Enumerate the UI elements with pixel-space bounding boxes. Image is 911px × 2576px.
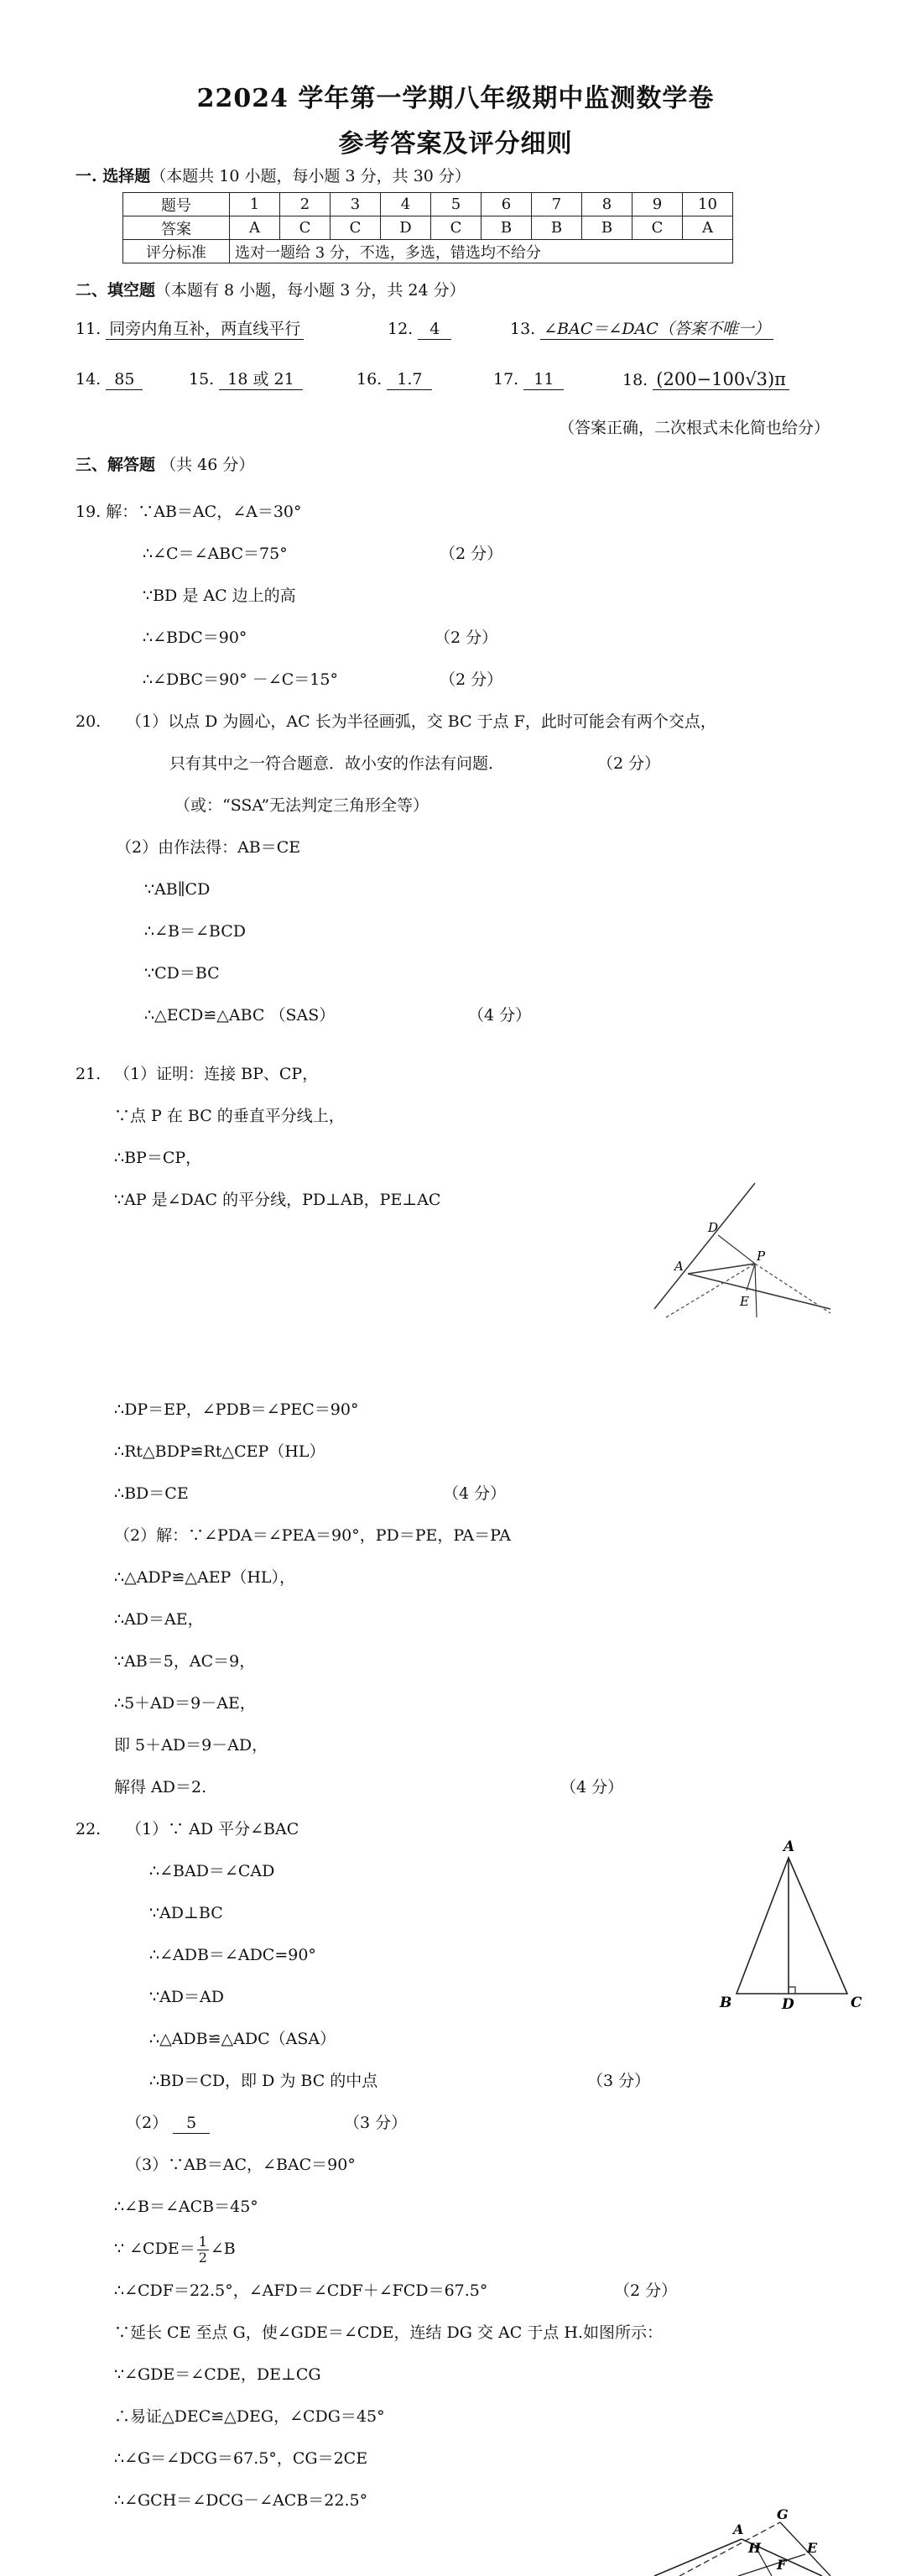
q22-line: ∴BD＝CD，即 D 为 BC 的中点 [149,2072,378,2090]
answer-cell: A [683,216,733,240]
section2-heading: 二、填空题 [75,281,156,300]
q22-line: ∵AD＝AD [149,1988,224,2006]
answer-cell: A [230,216,280,240]
score-mark: （4 分） [468,1006,532,1025]
fill-item-11: 11. 同旁内角互补，两直线平行 [75,319,304,340]
row-label: 评分标准 [123,240,230,263]
q22-line: ∴∠ADB＝∠ADC=90° [149,1946,316,1964]
q22-line: ∴△ADB≌△ADC（ASA） [149,2030,336,2048]
q21-line: ∴AD＝AE， [114,1610,204,1629]
q22-line: （3）∵AB＝AC，∠BAC＝90° [126,2156,356,2174]
fill-answer: 4 [418,319,451,340]
line-ab [654,1183,755,1309]
fill-item-16: 16. 1.7 [357,369,432,390]
q19-line: ∴∠BDC＝90° [143,628,247,647]
fill-item-15: 15. 18 或 21 [189,369,303,390]
score-mark: （2 分） [440,670,503,689]
q22-line: ∴∠GCH＝∠DCG－∠ACB＝22.5° [114,2491,368,2510]
q21-line: （2）解：∵∠PDA＝∠PEA＝90°，PD＝PE，PA＝PA [114,1526,511,1545]
q22-line: ∴∠CDF＝22.5°，∠AFD＝∠CDF＋∠FCD＝67.5° [114,2281,488,2300]
label-d: D [782,1996,794,2013]
fill-answer: 1.7 [387,369,432,390]
line-de [738,2554,805,2576]
q19-line: ∴∠DBC＝90° －∠C＝15° [143,670,338,689]
fill-answer: 5 [173,2113,210,2134]
label-e: E [807,2540,818,2556]
label-f: F [777,2557,787,2573]
q22-line: （1）∵ AD 平分∠BAC [126,1820,299,1838]
fill-answer: ∠BAC＝∠DAC（答案不唯一） [540,319,773,340]
q20-line: ∴∠B＝∠BCD [144,922,246,941]
q21-line: ∵AB＝5，AC＝9， [114,1652,256,1671]
q22-part2-line: （2） 5 [126,2113,210,2134]
triangle-abc [737,1858,847,1994]
fill-answer: 85 [106,369,143,390]
q22-figure-1 [711,1836,871,2013]
q22-line: ∴∠BAD＝∠CAD [149,1862,275,1880]
q21-line: ∴5＋AD＝9－AE， [114,1694,256,1713]
fill-answer: 11 [523,369,564,390]
q19-line: ∴∠C＝∠ABC＝75° [143,545,288,563]
row-label: 答案 [123,216,230,240]
q22-line: ∴∠B＝∠ACB＝45° [114,2198,258,2216]
table-row-rule [123,240,733,263]
q21-line: ∴BP＝CP， [114,1149,202,1167]
question-number: 5 [431,193,482,216]
question-number: 10 [683,193,733,216]
line-ap [688,1264,755,1274]
score-mark: （3 分） [587,2072,651,2090]
section3-heading: 三、解答题 [75,456,156,474]
fill-item-17: 17. 11 [493,369,564,390]
q22-line: ∵∠GDE＝∠CDE，DE⊥CG [114,2365,321,2384]
question-number: 3 [331,193,381,216]
score-mark: （4 分） [443,1484,507,1503]
fill-answer: 同旁内角互补，两直线平行 [106,319,304,340]
q21-line: ∴△ADP≌△AEP（HL）， [114,1568,296,1587]
label-a: A [783,1838,795,1855]
answer-cell: C [632,216,683,240]
fill-answer: (200−100√3)π [653,369,789,390]
q21-line: 即 5＋AD＝9－AD， [114,1736,268,1755]
fill-item-13: 13. ∠BAC＝∠DAC（答案不唯一） [510,319,773,340]
q21-line: 解得 AD＝2. [114,1778,207,1796]
answer-cell: C [280,216,331,240]
section1-heading: 一. 选择题 [75,167,151,185]
q21-line: ∴DP＝EP，∠PDB＝∠PEC＝90° [114,1400,359,1419]
answer-cell: C [331,216,381,240]
answer-cell: C [431,216,482,240]
answer-cell: B [582,216,632,240]
q21-figure [654,1183,839,1317]
q21-line: （1）证明：连接 BP、CP， [114,1065,319,1083]
question-number: 9 [632,193,683,216]
choice-answer-table [122,192,733,263]
line-ab [654,2539,742,2576]
score-mark: （4 分） [560,1778,624,1796]
q20-line: ∵AB∥CD [144,880,211,899]
q22-line: ∴易证△DEC≌△DEG，∠CDG＝45° [114,2407,385,2426]
answer-cell: D [381,216,431,240]
answer-cell: B [482,216,532,240]
q20-line: ∴△ECD≌△ABC （SAS） [144,1006,336,1025]
q22-line: ∴∠G＝∠DCG＝67.5°，CG＝2CE [114,2449,368,2468]
section1-heading-line [75,166,471,186]
page-subtitle: 参考答案及评分细则 [338,129,573,159]
q20-line: 只有其中之一符合题意．故小安的作法有问题． [169,754,505,773]
label-e: E [740,1294,749,1309]
table-row-numbers [123,193,733,216]
q20-line: （或：“SSA”无法判定三角形全等） [174,796,429,815]
q20-line: ∵CD＝BC [144,964,220,983]
q21-number: 21. [75,1065,102,1083]
q20-line: （2）由作法得：AB＝CE [116,838,301,857]
page-title: 22024 学年第一学期八年级期中监测数学卷 [196,84,715,113]
fill-answer: 18 或 21 [219,369,302,390]
q22-figure-2 [654,2506,839,2576]
label-g: G [777,2506,789,2522]
q21-line: ∵AP 是∠DAC 的平分线，PD⊥AB，PE⊥AC [114,1191,441,1209]
right-angle-mark [789,1987,795,1994]
answer-cell: B [532,216,582,240]
section3-note: （共 46 分） [160,456,255,474]
q22-line: ∵AD⊥BC [149,1904,223,1922]
scoring-rule: 选对一题给 3 分，不选，多选，错选均不给分 [230,240,733,263]
q20-number: 20. [75,712,102,731]
score-mark: （2 分） [440,545,503,563]
score-mark: （3 分） [344,2114,408,2132]
score-mark: （2 分） [435,628,498,647]
section2-note: （本题有 8 小题，每小题 3 分，共 24 分） [155,281,466,300]
question-number: 2 [280,193,331,216]
q22-fraction-line: ∵ ∠CDE＝ $\frac{1}{2}$ ∠B [114,2233,236,2266]
label-a: A [674,1259,684,1274]
label-d: D [708,1220,719,1235]
label-p: P [757,1249,766,1264]
q19-line: ∵BD 是 AC 边上的高 [143,587,296,605]
q22-line: ∵延长 CE 至点 G，使∠GDE＝∠CDE，连结 DG 交 AC 于点 H.如图所示： [114,2323,663,2342]
q19-line: 19. 解：∵AB＝AC，∠A＝30° [75,503,302,521]
dashed-cp [755,1264,830,1313]
label-b: B [720,1995,732,2011]
section1-note: （本题共 10 小题，每小题 3 分，共 30 分） [150,167,471,185]
fill-item-12: 12. 4 [388,319,451,340]
label-a: A [733,2521,744,2537]
q21-line: ∴Rt△BDP≌Rt△CEP（HL） [114,1442,325,1461]
fill-remark: （答案正确，二次根式未化简也给分） [559,419,830,437]
section3-heading-line [75,455,254,475]
question-number: 4 [381,193,431,216]
question-number: 1 [230,193,280,216]
fill-item-14: 14. 85 [75,369,143,390]
question-number: 7 [532,193,582,216]
fill-item-18: 18. (200−100√3)π [622,369,789,390]
section2-heading-line [75,280,466,300]
line-ac [688,1274,830,1309]
table-row-answers [123,216,733,240]
score-mark: （2 分） [597,754,661,773]
question-number: 6 [482,193,532,216]
row-label: 题号 [123,193,230,216]
line-pd [718,1235,755,1264]
q21-line: ∴BD＝CE [114,1484,189,1503]
q22-number: 22. [75,1820,102,1838]
fraction-one-half: $\frac{1}{2}$ [198,2233,207,2266]
q21-line: ∵点 P 在 BC 的垂直平分线上， [114,1107,345,1125]
label-c: C [851,1995,862,2011]
question-number: 8 [582,193,632,216]
label-h: H [748,2540,762,2556]
q20-line: （1）以点 D 为圆心，AC 长为半径画弧，交 BC 于点 F，此时可能会有两个交点， [126,712,716,731]
score-mark: （2 分） [614,2281,678,2300]
